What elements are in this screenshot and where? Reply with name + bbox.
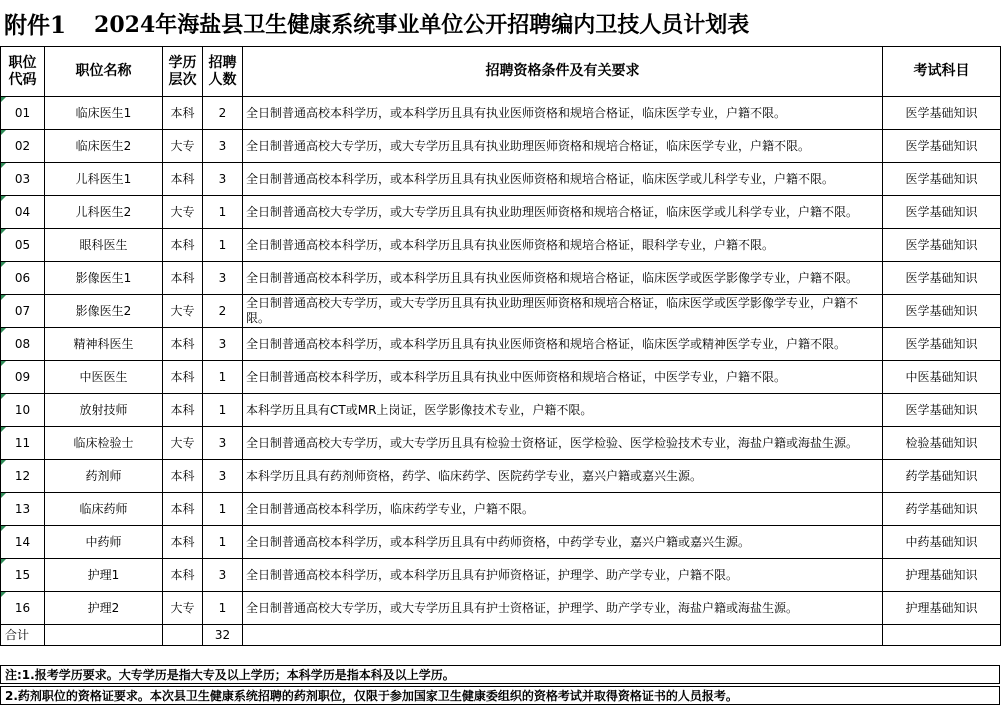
table-row	[1, 163, 1001, 196]
cell-education: 本科	[163, 262, 203, 295]
cell-exam-subject: 医学基础知识	[883, 295, 1001, 328]
cell-exam-subject: 中药基础知识	[883, 526, 1001, 559]
cell-headcount: 3	[203, 130, 243, 163]
cell-headcount: 1	[203, 229, 243, 262]
cell-requirements: 全日制普通高校本科学历，或本科学历且具有中药师资格，中药学专业，嘉兴户籍或嘉兴生源。	[243, 526, 883, 559]
cell-position-name: 放射技师	[45, 394, 163, 427]
table-row	[1, 229, 1001, 262]
table-row	[1, 361, 1001, 394]
cell-requirements: 全日制普通高校大专学历，或大专学历且具有执业助理医师资格和规培合格证，临床医学或医学影像学专业，户籍不限。	[243, 295, 883, 328]
cell-code: 10	[1, 394, 45, 427]
cell-exam-subject: 中医基础知识	[883, 361, 1001, 394]
cell-education: 本科	[163, 460, 203, 493]
cell-exam-subject: 医学基础知识	[883, 97, 1001, 130]
page-title: 2024年海盐县卫生健康系统事业单位公开招聘编内卫技人员计划表	[94, 11, 750, 38]
cell-exam-subject: 护理基础知识	[883, 559, 1001, 592]
cell-position-name: 药剂师	[45, 460, 163, 493]
cell-requirements: 本科学历且具有CT或MR上岗证，医学影像技术专业，户籍不限。	[243, 394, 883, 427]
header-headcount: 招聘 人数	[203, 47, 243, 97]
cell-headcount: 2	[203, 295, 243, 328]
table-row	[1, 592, 1001, 625]
cell-code: 16	[1, 592, 45, 625]
cell-education: 大专	[163, 130, 203, 163]
cell-code: 12	[1, 460, 45, 493]
total-empty-cell	[243, 625, 883, 646]
cell-code: 04	[1, 196, 45, 229]
recruitment-plan-table	[0, 46, 1001, 646]
cell-position-name: 中药师	[45, 526, 163, 559]
header-row	[1, 47, 1001, 97]
cell-headcount: 3	[203, 163, 243, 196]
cell-position-name: 护理2	[45, 592, 163, 625]
cell-headcount: 3	[203, 328, 243, 361]
cell-headcount: 1	[203, 394, 243, 427]
document-title	[0, 0, 1002, 46]
header-education: 学历 层次	[163, 47, 203, 97]
table-row	[1, 559, 1001, 592]
cell-code: 08	[1, 328, 45, 361]
total-label: 合计	[1, 625, 45, 646]
cell-code: 07	[1, 295, 45, 328]
cell-requirements: 全日制普通高校大专学历，或大专学历且具有执业助理医师资格和规培合格证，临床医学专业，户籍不限。	[243, 130, 883, 163]
cell-position-name: 中医医生	[45, 361, 163, 394]
cell-exam-subject: 医学基础知识	[883, 130, 1001, 163]
cell-exam-subject: 医学基础知识	[883, 163, 1001, 196]
cell-headcount: 2	[203, 97, 243, 130]
header-requirements: 招聘资格条件及有关要求	[243, 47, 883, 97]
cell-exam-subject: 医学基础知识	[883, 196, 1001, 229]
cell-code: 09	[1, 361, 45, 394]
table-row	[1, 493, 1001, 526]
table-row	[1, 526, 1001, 559]
total-empty-cell	[163, 625, 203, 646]
total-row	[1, 625, 1001, 646]
cell-requirements: 全日制普通高校本科学历，或本科学历且具有执业医师资格和规培合格证，临床医学或儿科学专业，户籍不限。	[243, 163, 883, 196]
table-row	[1, 394, 1001, 427]
cell-headcount: 1	[203, 361, 243, 394]
cell-code: 03	[1, 163, 45, 196]
cell-education: 大专	[163, 427, 203, 460]
note-line-2: 2.药剂职位的资格证要求。本次县卫生健康系统招聘的药剂职位，仅限于参加国家卫生健康委组织的资格考试并取得资格证书的人员报考。	[0, 686, 1000, 705]
cell-headcount: 1	[203, 592, 243, 625]
cell-requirements: 全日制普通高校大专学历，或大专学历且具有护士资格证，护理学、助产学专业，海盐户籍或海盐生源。	[243, 592, 883, 625]
cell-education: 本科	[163, 361, 203, 394]
cell-code: 06	[1, 262, 45, 295]
total-empty-cell	[883, 625, 1001, 646]
table-row	[1, 328, 1001, 361]
cell-headcount: 1	[203, 196, 243, 229]
header-exam-subject: 考试科目	[883, 47, 1001, 97]
cell-education: 大专	[163, 196, 203, 229]
table-row	[1, 130, 1001, 163]
cell-position-name: 影像医生2	[45, 295, 163, 328]
table-row	[1, 295, 1001, 328]
cell-headcount: 3	[203, 427, 243, 460]
cell-exam-subject: 医学基础知识	[883, 394, 1001, 427]
table-row	[1, 262, 1001, 295]
cell-position-name: 眼科医生	[45, 229, 163, 262]
cell-requirements: 全日制普通高校本科学历，或本科学历且具有执业医师资格和规培合格证，临床医学或医学影像学专业，户籍不限。	[243, 262, 883, 295]
total-empty-cell	[45, 625, 163, 646]
cell-code: 11	[1, 427, 45, 460]
cell-position-name: 临床检验士	[45, 427, 163, 460]
cell-code: 13	[1, 493, 45, 526]
total-count: 32	[203, 625, 243, 646]
cell-education: 本科	[163, 526, 203, 559]
cell-code: 15	[1, 559, 45, 592]
cell-headcount: 1	[203, 526, 243, 559]
cell-code: 05	[1, 229, 45, 262]
cell-exam-subject: 医学基础知识	[883, 229, 1001, 262]
cell-requirements: 全日制普通高校大专学历，或大专学历且具有执业助理医师资格和规培合格证，临床医学或儿科学专业，户籍不限。	[243, 196, 883, 229]
attachment-label: 附件1	[4, 11, 67, 39]
cell-position-name: 临床医生2	[45, 130, 163, 163]
cell-education: 本科	[163, 97, 203, 130]
cell-education: 本科	[163, 229, 203, 262]
cell-position-name: 精神科医生	[45, 328, 163, 361]
cell-code: 14	[1, 526, 45, 559]
cell-position-name: 护理1	[45, 559, 163, 592]
cell-education: 本科	[163, 163, 203, 196]
cell-requirements: 全日制普通高校大专学历，或大专学历且具有检验士资格证，医学检验、医学检验技术专业，海盐户籍或海盐生源。	[243, 427, 883, 460]
note-line-1: 注:1.报考学历要求。大专学历是指大专及以上学历；本科学历是指本科及以上学历。	[0, 665, 1000, 684]
cell-code: 01	[1, 97, 45, 130]
table-row	[1, 460, 1001, 493]
cell-exam-subject: 医学基础知识	[883, 328, 1001, 361]
cell-position-name: 临床药师	[45, 493, 163, 526]
cell-position-name: 影像医生1	[45, 262, 163, 295]
header-code: 职位 代码	[1, 47, 45, 97]
cell-headcount: 3	[203, 460, 243, 493]
cell-education: 本科	[163, 394, 203, 427]
cell-requirements: 全日制普通高校本科学历，或本科学历且具有执业医师资格和规培合格证，临床医学或精神医学专业，户籍不限。	[243, 328, 883, 361]
cell-headcount: 3	[203, 559, 243, 592]
cell-exam-subject: 检验基础知识	[883, 427, 1001, 460]
cell-position-name: 儿科医生2	[45, 196, 163, 229]
cell-exam-subject: 护理基础知识	[883, 592, 1001, 625]
table-row	[1, 97, 1001, 130]
cell-position-name: 儿科医生1	[45, 163, 163, 196]
cell-requirements: 全日制普通高校本科学历，或本科学历且具有执业医师资格和规培合格证，临床医学专业，户籍不限。	[243, 97, 883, 130]
cell-requirements: 全日制普通高校本科学历，临床药学专业，户籍不限。	[243, 493, 883, 526]
cell-education: 本科	[163, 328, 203, 361]
cell-headcount: 1	[203, 493, 243, 526]
cell-exam-subject: 药学基础知识	[883, 493, 1001, 526]
cell-education: 本科	[163, 493, 203, 526]
cell-code: 02	[1, 130, 45, 163]
cell-education: 大专	[163, 592, 203, 625]
cell-headcount: 3	[203, 262, 243, 295]
cell-requirements: 全日制普通高校本科学历，或本科学历且具有护师资格证，护理学、助产学专业，户籍不限。	[243, 559, 883, 592]
header-position-name: 职位名称	[45, 47, 163, 97]
table-row	[1, 427, 1001, 460]
cell-exam-subject: 医学基础知识	[883, 262, 1001, 295]
cell-exam-subject: 药学基础知识	[883, 460, 1001, 493]
cell-requirements: 全日制普通高校本科学历，或本科学历且具有执业中医师资格和规培合格证，中医学专业，户籍不限。	[243, 361, 883, 394]
cell-education: 大专	[163, 295, 203, 328]
cell-requirements: 全日制普通高校本科学历，或本科学历且具有执业医师资格和规培合格证，眼科学专业，户籍不限。	[243, 229, 883, 262]
table-row	[1, 196, 1001, 229]
cell-education: 本科	[163, 559, 203, 592]
cell-position-name: 临床医生1	[45, 97, 163, 130]
cell-requirements: 本科学历且具有药剂师资格，药学、临床药学、医院药学专业，嘉兴户籍或嘉兴生源。	[243, 460, 883, 493]
